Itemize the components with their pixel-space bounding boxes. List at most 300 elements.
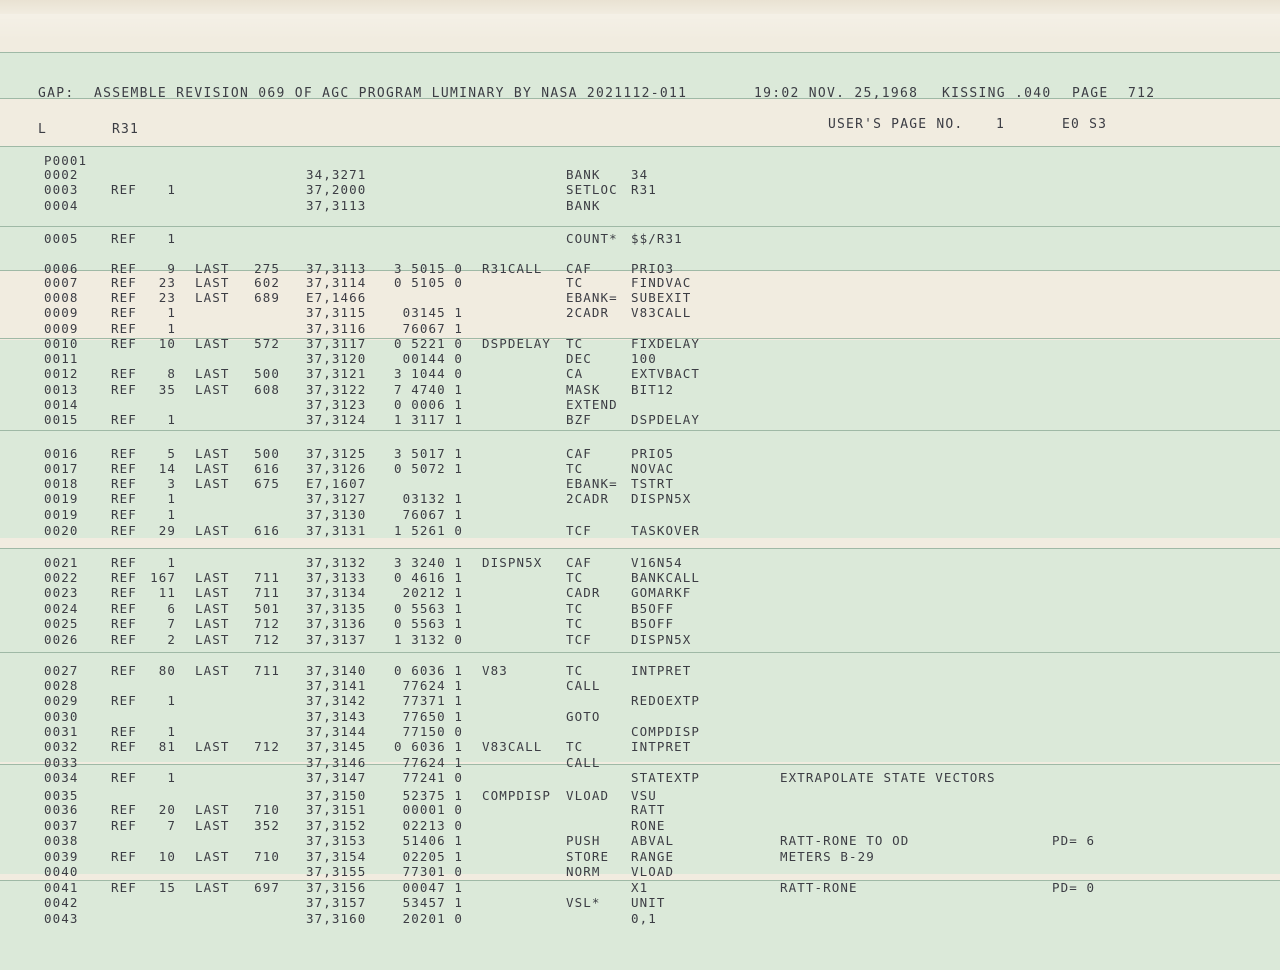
listing-row bbox=[0, 305, 1280, 320]
listing-row bbox=[0, 678, 1280, 693]
octal-word: 77150 0 bbox=[402, 724, 463, 739]
address: 37,3156 bbox=[306, 880, 367, 895]
octal-word: 0 5221 0 bbox=[393, 336, 463, 351]
line-number: 0011 bbox=[44, 351, 79, 366]
ref-count: 5 bbox=[167, 446, 176, 461]
opcode: TC bbox=[566, 461, 584, 476]
ref-marker: REF bbox=[111, 880, 137, 895]
listing-row bbox=[0, 261, 1280, 276]
listing-row bbox=[0, 382, 1280, 397]
push-down: PD= 0 bbox=[1052, 880, 1096, 895]
last-page: 711 bbox=[254, 663, 280, 678]
octal-word: 77624 1 bbox=[402, 678, 463, 693]
listing-row bbox=[0, 570, 1280, 585]
ref-marker: REF bbox=[111, 818, 137, 833]
operand: NOVAC bbox=[631, 461, 675, 476]
line-number: 0024 bbox=[44, 601, 79, 616]
operand: PRIO5 bbox=[631, 446, 675, 461]
symbol-label: V83 bbox=[482, 663, 508, 678]
line-number: 0030 bbox=[44, 709, 79, 724]
last-page: 352 bbox=[254, 818, 280, 833]
address: 37,2000 bbox=[306, 182, 367, 197]
listing-row bbox=[0, 476, 1280, 491]
address: 37,3137 bbox=[306, 632, 367, 647]
ref-count: 1 bbox=[167, 693, 176, 708]
ref-count: 1 bbox=[167, 555, 176, 570]
opcode: COUNT* bbox=[566, 231, 618, 246]
line-number: 0028 bbox=[44, 678, 79, 693]
operand: RANGE bbox=[631, 849, 675, 864]
address: 37,3136 bbox=[306, 616, 367, 631]
line-number: 0021 bbox=[44, 555, 79, 570]
last-marker: LAST bbox=[195, 336, 230, 351]
operand: DISPN5X bbox=[631, 491, 692, 506]
address: 37,3135 bbox=[306, 601, 367, 616]
listing-row bbox=[0, 585, 1280, 600]
last-page: 500 bbox=[254, 446, 280, 461]
octal-word: 77624 1 bbox=[402, 755, 463, 770]
last-page: 711 bbox=[254, 585, 280, 600]
listing-row bbox=[0, 770, 1280, 785]
ref-count: 11 bbox=[158, 585, 176, 600]
ref-count: 14 bbox=[158, 461, 176, 476]
ref-count: 80 bbox=[158, 663, 176, 678]
ref-marker: REF bbox=[111, 412, 137, 427]
octal-word: 77650 1 bbox=[402, 709, 463, 724]
octal-word: 00047 1 bbox=[402, 880, 463, 895]
opcode: 2CADR bbox=[566, 305, 610, 320]
rule-line bbox=[0, 52, 1280, 53]
line-number: 0016 bbox=[44, 446, 79, 461]
line-number: 0013 bbox=[44, 382, 79, 397]
line-number: 0025 bbox=[44, 616, 79, 631]
line-number: 0023 bbox=[44, 585, 79, 600]
last-page: 500 bbox=[254, 366, 280, 381]
ref-marker: REF bbox=[111, 555, 137, 570]
address: 37,3131 bbox=[306, 523, 367, 538]
octal-word: 0 5563 1 bbox=[393, 601, 463, 616]
address: 37,3144 bbox=[306, 724, 367, 739]
opcode: VLOAD bbox=[566, 788, 610, 803]
line-number: 0036 bbox=[44, 802, 79, 817]
operand: FINDVAC bbox=[631, 275, 692, 290]
octal-word: 0 6036 1 bbox=[393, 663, 463, 678]
rule-line bbox=[0, 652, 1280, 653]
last-page: 712 bbox=[254, 616, 280, 631]
address: 37,3154 bbox=[306, 849, 367, 864]
ref-count: 1 bbox=[167, 412, 176, 427]
line-number: 0017 bbox=[44, 461, 79, 476]
address: 37,3145 bbox=[306, 739, 367, 754]
listing-row bbox=[0, 275, 1280, 290]
subheader-code: E0 S3 bbox=[1062, 117, 1108, 132]
operand: COMPDISP bbox=[631, 724, 701, 739]
ref-count: 1 bbox=[167, 231, 176, 246]
octal-word: 00144 0 bbox=[402, 351, 463, 366]
ref-marker: REF bbox=[111, 693, 137, 708]
listing-row bbox=[0, 523, 1280, 538]
octal-word: 76067 1 bbox=[402, 321, 463, 336]
address: 37,3155 bbox=[306, 864, 367, 879]
subheader-routine: R31 bbox=[112, 122, 140, 137]
ref-marker: REF bbox=[111, 491, 137, 506]
last-page: 712 bbox=[254, 632, 280, 647]
opcode: CALL bbox=[566, 678, 601, 693]
line-number: 0031 bbox=[44, 724, 79, 739]
address: 37,3141 bbox=[306, 678, 367, 693]
operand: TASKOVER bbox=[631, 523, 701, 538]
opcode: TC bbox=[566, 601, 584, 616]
paper-top-edge bbox=[0, 0, 1280, 14]
line-number: 0012 bbox=[44, 366, 79, 381]
listing-row bbox=[0, 182, 1280, 197]
ref-marker: REF bbox=[111, 585, 137, 600]
ref-marker: REF bbox=[111, 663, 137, 678]
ref-count: 1 bbox=[167, 724, 176, 739]
ref-count: 1 bbox=[167, 321, 176, 336]
ref-marker: REF bbox=[111, 446, 137, 461]
listing-row bbox=[0, 336, 1280, 351]
octal-word: 3 5017 1 bbox=[393, 446, 463, 461]
listing-row bbox=[0, 880, 1280, 895]
opcode: GOTO bbox=[566, 709, 601, 724]
operand: VLOAD bbox=[631, 864, 675, 879]
last-marker: LAST bbox=[195, 601, 230, 616]
operand: B5OFF bbox=[631, 601, 675, 616]
operand: FIXDELAY bbox=[631, 336, 701, 351]
opcode: TCF bbox=[566, 632, 592, 647]
address: E7,1607 bbox=[306, 476, 367, 491]
opcode: TC bbox=[566, 739, 584, 754]
ref-marker: REF bbox=[111, 382, 137, 397]
opcode: VSL* bbox=[566, 895, 601, 910]
last-marker: LAST bbox=[195, 461, 230, 476]
opcode: PUSH bbox=[566, 833, 601, 848]
ref-count: 1 bbox=[167, 770, 176, 785]
address: 37,3113 bbox=[306, 261, 367, 276]
address: 37,3126 bbox=[306, 461, 367, 476]
address: 37,3150 bbox=[306, 788, 367, 803]
last-marker: LAST bbox=[195, 632, 230, 647]
ref-count: 8 bbox=[167, 366, 176, 381]
octal-word: 0 0006 1 bbox=[393, 397, 463, 412]
ref-marker: REF bbox=[111, 231, 137, 246]
listing-row bbox=[0, 724, 1280, 739]
octal-word: 02205 1 bbox=[402, 849, 463, 864]
listing-row bbox=[0, 849, 1280, 864]
ref-count: 1 bbox=[167, 491, 176, 506]
symbol-label: R31CALL bbox=[482, 261, 543, 276]
opcode: STORE bbox=[566, 849, 610, 864]
last-page: 602 bbox=[254, 275, 280, 290]
line-number: 0022 bbox=[44, 570, 79, 585]
last-page: 675 bbox=[254, 476, 280, 491]
operand: SUBEXIT bbox=[631, 290, 692, 305]
symbol-label: COMPDISP bbox=[482, 788, 552, 803]
last-page: 697 bbox=[254, 880, 280, 895]
last-marker: LAST bbox=[195, 261, 230, 276]
address: 37,3134 bbox=[306, 585, 367, 600]
address: 37,3115 bbox=[306, 305, 367, 320]
octal-word: 1 3117 1 bbox=[393, 412, 463, 427]
line-number: 0040 bbox=[44, 864, 79, 879]
address: 37,3151 bbox=[306, 802, 367, 817]
address: 37,3120 bbox=[306, 351, 367, 366]
operand: STATEXTP bbox=[631, 770, 701, 785]
symbol-label: V83CALL bbox=[482, 739, 543, 754]
ref-marker: REF bbox=[111, 802, 137, 817]
listing-row bbox=[0, 351, 1280, 366]
operand: 34 bbox=[631, 167, 649, 182]
address: 37,3153 bbox=[306, 833, 367, 848]
last-page: 689 bbox=[254, 290, 280, 305]
header-kissing: KISSING .040 bbox=[942, 86, 1052, 101]
address: 37,3121 bbox=[306, 366, 367, 381]
ref-marker: REF bbox=[111, 321, 137, 336]
line-number: 0026 bbox=[44, 632, 79, 647]
comment: RATT-RONE bbox=[780, 880, 858, 895]
address: 37,3130 bbox=[306, 507, 367, 522]
line-number: 0010 bbox=[44, 336, 79, 351]
rule-line bbox=[0, 146, 1280, 147]
address: 37,3146 bbox=[306, 755, 367, 770]
header-prefix: GAP: bbox=[38, 86, 75, 101]
last-page: 710 bbox=[254, 802, 280, 817]
ref-count: 3 bbox=[167, 476, 176, 491]
octal-word: 77301 0 bbox=[402, 864, 463, 879]
opcode: EBANK= bbox=[566, 290, 618, 305]
operand: REDOEXTP bbox=[631, 693, 701, 708]
listing-row bbox=[0, 833, 1280, 848]
comment: METERS B-29 bbox=[780, 849, 875, 864]
listing-row bbox=[0, 231, 1280, 246]
address: 37,3123 bbox=[306, 397, 367, 412]
octal-word: 20212 1 bbox=[402, 585, 463, 600]
ref-marker: REF bbox=[111, 724, 137, 739]
ref-count: 2 bbox=[167, 632, 176, 647]
opcode: SETLOC bbox=[566, 182, 618, 197]
address: 37,3113 bbox=[306, 198, 367, 213]
comment: RATT-RONE TO OD bbox=[780, 833, 910, 848]
octal-word: 20201 0 bbox=[402, 911, 463, 926]
listing-row bbox=[0, 366, 1280, 381]
comment: EXTRAPOLATE STATE VECTORS bbox=[780, 770, 996, 785]
ref-marker: REF bbox=[111, 461, 137, 476]
ref-count: 1 bbox=[167, 305, 176, 320]
subheader-left-code: L bbox=[38, 122, 48, 137]
address: 37,3140 bbox=[306, 663, 367, 678]
listing-row bbox=[0, 739, 1280, 754]
ref-count: 81 bbox=[158, 739, 176, 754]
opcode: TC bbox=[566, 570, 584, 585]
line-number: 0029 bbox=[44, 693, 79, 708]
address: 37,3124 bbox=[306, 412, 367, 427]
line-number: 0014 bbox=[44, 397, 79, 412]
ref-count: 6 bbox=[167, 601, 176, 616]
ref-marker: REF bbox=[111, 182, 137, 197]
header-page-label: PAGE bbox=[1072, 86, 1109, 101]
octal-word: 02213 0 bbox=[402, 818, 463, 833]
rule-line bbox=[0, 226, 1280, 227]
address: 37,3133 bbox=[306, 570, 367, 585]
ref-marker: REF bbox=[111, 616, 137, 631]
listing-row bbox=[0, 555, 1280, 570]
listing-row bbox=[0, 911, 1280, 926]
opcode: 2CADR bbox=[566, 491, 610, 506]
line-number: 0019 bbox=[44, 491, 79, 506]
line-number: 0035 bbox=[44, 788, 79, 803]
operand: DISPN5X bbox=[631, 632, 692, 647]
listing-row bbox=[0, 601, 1280, 616]
listing-row bbox=[0, 491, 1280, 506]
line-number: 0041 bbox=[44, 880, 79, 895]
operand: R31 bbox=[631, 182, 657, 197]
opcode: CADR bbox=[566, 585, 601, 600]
listing-row bbox=[0, 818, 1280, 833]
octal-word: 0 5105 0 bbox=[393, 275, 463, 290]
header-timestamp: 19:02 NOV. 25,1968 bbox=[754, 86, 919, 101]
line-number: 0007 bbox=[44, 275, 79, 290]
address: 37,3114 bbox=[306, 275, 367, 290]
listing-row bbox=[0, 693, 1280, 708]
ref-count: 10 bbox=[158, 336, 176, 351]
ref-marker: REF bbox=[111, 290, 137, 305]
last-marker: LAST bbox=[195, 275, 230, 290]
line-number: 0002 bbox=[44, 167, 79, 182]
line-number: 0042 bbox=[44, 895, 79, 910]
last-page: 572 bbox=[254, 336, 280, 351]
opcode: BANK bbox=[566, 167, 601, 182]
operand: BANKCALL bbox=[631, 570, 701, 585]
listing-row bbox=[0, 412, 1280, 427]
ref-count: 9 bbox=[167, 261, 176, 276]
operand: V83CALL bbox=[631, 305, 692, 320]
address: 37,3116 bbox=[306, 321, 367, 336]
octal-word: 1 5261 0 bbox=[393, 523, 463, 538]
opcode: EBANK= bbox=[566, 476, 618, 491]
ref-marker: REF bbox=[111, 770, 137, 785]
symbol-label: DSPDELAY bbox=[482, 336, 552, 351]
last-page: 616 bbox=[254, 461, 280, 476]
ref-marker: REF bbox=[111, 275, 137, 290]
ref-count: 1 bbox=[167, 507, 176, 522]
last-marker: LAST bbox=[195, 616, 230, 631]
symbol-label: DISPN5X bbox=[482, 555, 543, 570]
octal-word: 7 4740 1 bbox=[393, 382, 463, 397]
listing-row bbox=[0, 895, 1280, 910]
octal-word: 0 6036 1 bbox=[393, 739, 463, 754]
ref-marker: REF bbox=[111, 336, 137, 351]
operand: BIT12 bbox=[631, 382, 675, 397]
listing-row bbox=[0, 153, 1280, 168]
opcode: CALL bbox=[566, 755, 601, 770]
address: 37,3132 bbox=[306, 555, 367, 570]
operand: RONE bbox=[631, 818, 666, 833]
operand: DSPDELAY bbox=[631, 412, 701, 427]
operand: ABVAL bbox=[631, 833, 675, 848]
octal-word: 0 4616 1 bbox=[393, 570, 463, 585]
address: 37,3143 bbox=[306, 709, 367, 724]
line-number: 0032 bbox=[44, 739, 79, 754]
line-number: 0038 bbox=[44, 833, 79, 848]
header-page-number: 712 bbox=[1128, 86, 1156, 101]
ref-count: 23 bbox=[158, 275, 176, 290]
ref-marker: REF bbox=[111, 507, 137, 522]
ref-count: 7 bbox=[167, 818, 176, 833]
last-marker: LAST bbox=[195, 446, 230, 461]
listing-row bbox=[0, 788, 1280, 803]
line-number: 0009 bbox=[44, 305, 79, 320]
octal-word: 00001 0 bbox=[402, 802, 463, 817]
ref-count: 167 bbox=[150, 570, 176, 585]
opcode: CAF bbox=[566, 446, 592, 461]
address: 34,3271 bbox=[306, 167, 367, 182]
operand: 0,1 bbox=[631, 911, 657, 926]
opcode: TC bbox=[566, 275, 584, 290]
opcode: TC bbox=[566, 663, 584, 678]
address: 37,3147 bbox=[306, 770, 367, 785]
line-number: 0005 bbox=[44, 231, 79, 246]
subheader-user-page-label: USER'S PAGE NO. bbox=[828, 117, 964, 132]
opcode: BANK bbox=[566, 198, 601, 213]
octal-word: 03132 1 bbox=[402, 491, 463, 506]
octal-word: 51406 1 bbox=[402, 833, 463, 848]
opcode: CAF bbox=[566, 261, 592, 276]
operand: X1 bbox=[631, 880, 649, 895]
operand: RATT bbox=[631, 802, 666, 817]
line-number: 0039 bbox=[44, 849, 79, 864]
line-number: 0003 bbox=[44, 182, 79, 197]
operand: 100 bbox=[631, 351, 657, 366]
octal-word: 3 3240 1 bbox=[393, 555, 463, 570]
octal-word: 52375 1 bbox=[402, 788, 463, 803]
operand: INTPRET bbox=[631, 739, 692, 754]
last-marker: LAST bbox=[195, 802, 230, 817]
octal-word: 1 3132 0 bbox=[393, 632, 463, 647]
listing-row bbox=[0, 709, 1280, 724]
line-number: 0019 bbox=[44, 507, 79, 522]
last-marker: LAST bbox=[195, 585, 230, 600]
ref-count: 7 bbox=[167, 616, 176, 631]
last-page: 712 bbox=[254, 739, 280, 754]
subheader-user-page-number: 1 bbox=[996, 117, 1006, 132]
listing-row bbox=[0, 802, 1280, 817]
operand: UNIT bbox=[631, 895, 666, 910]
octal-word: 0 5072 1 bbox=[393, 461, 463, 476]
listing-row bbox=[0, 321, 1280, 336]
ref-marker: REF bbox=[111, 849, 137, 864]
octal-word: 77371 1 bbox=[402, 693, 463, 708]
address: 37,3142 bbox=[306, 693, 367, 708]
listing-row bbox=[0, 461, 1280, 476]
last-page: 608 bbox=[254, 382, 280, 397]
line-number: 0018 bbox=[44, 476, 79, 491]
ref-count: 1 bbox=[167, 182, 176, 197]
octal-word: 0 5563 1 bbox=[393, 616, 463, 631]
operand: B5OFF bbox=[631, 616, 675, 631]
address: E7,1466 bbox=[306, 290, 367, 305]
last-marker: LAST bbox=[195, 382, 230, 397]
rule-line bbox=[0, 430, 1280, 431]
ref-marker: REF bbox=[111, 305, 137, 320]
octal-word: 3 1044 0 bbox=[393, 366, 463, 381]
last-marker: LAST bbox=[195, 663, 230, 678]
operand: PRIO3 bbox=[631, 261, 675, 276]
line-number: 0033 bbox=[44, 755, 79, 770]
listing-row bbox=[0, 397, 1280, 412]
octal-word: 77241 0 bbox=[402, 770, 463, 785]
line-number: 0015 bbox=[44, 412, 79, 427]
